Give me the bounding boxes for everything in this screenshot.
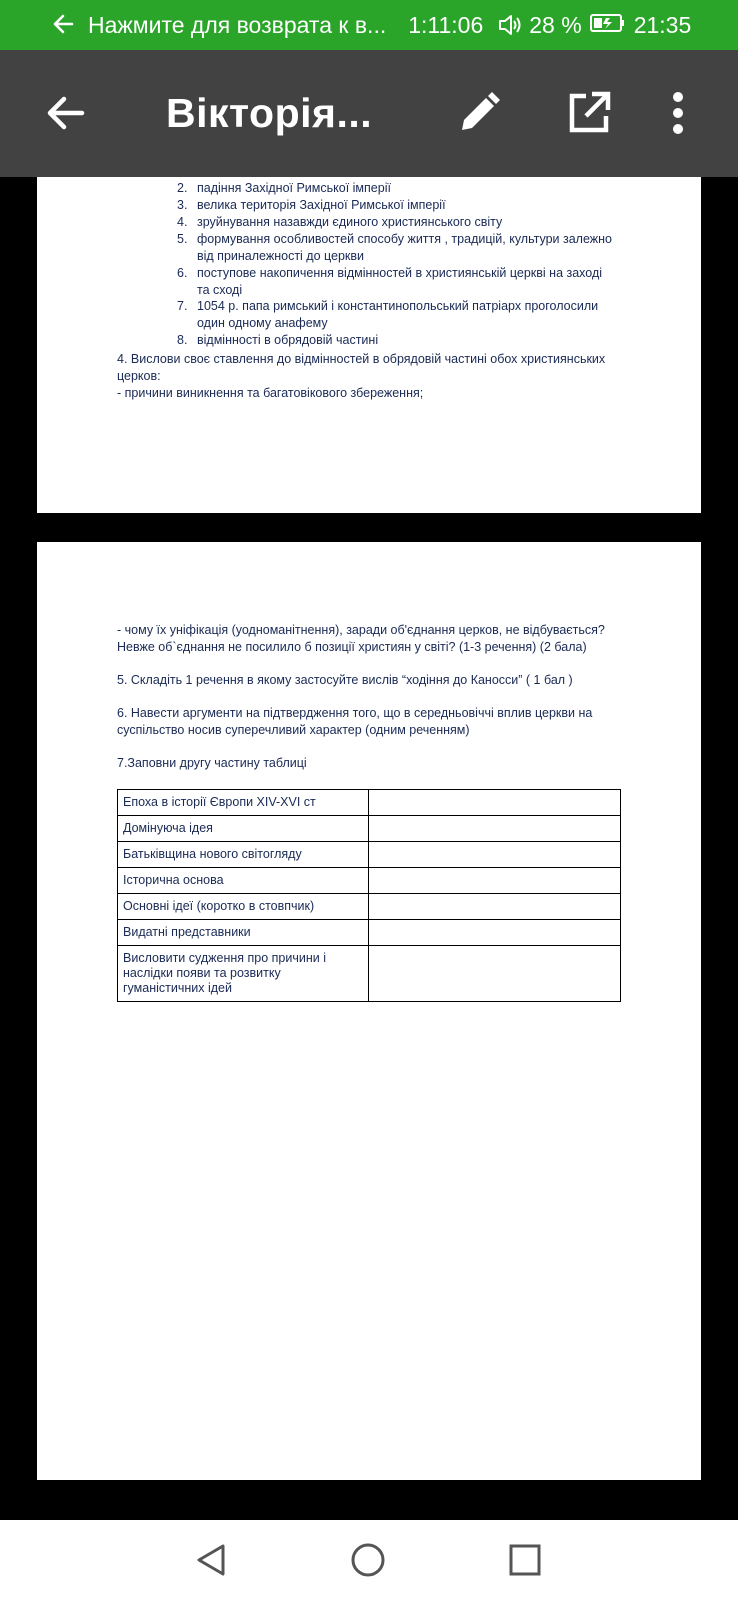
table-row bbox=[118, 842, 621, 868]
return-to-call-text[interactable]: Нажмите для возврата к в... bbox=[88, 11, 387, 38]
speaker-icon bbox=[497, 13, 523, 37]
table-cell-answer[interactable] bbox=[369, 842, 621, 868]
table-cell-answer[interactable] bbox=[369, 790, 621, 816]
question-5: 5. Складіть 1 речення в якому застосуйте вислів “ходіння до Каносси” ( 1 бал ) bbox=[117, 673, 573, 687]
table-cell-answer[interactable] bbox=[369, 816, 621, 842]
app-bar bbox=[0, 50, 738, 177]
pencil-icon[interactable] bbox=[456, 90, 502, 141]
question-4-continued: - чому їх уніфікація (уодноманітнення), заради об'єднання церков, не відбувається? Невже об`єднання не посилило б позиції християн у світі? (1-3 речення) (2 бала) bbox=[117, 623, 605, 654]
call-timer: 1:11:06 bbox=[408, 11, 484, 38]
table-row bbox=[118, 920, 621, 946]
table-cell-answer[interactable] bbox=[369, 946, 621, 1002]
question-6: 6. Навести аргументи на підтвердження того, що в середньовіччі вплив церкви на суспільство носив суперечливий характер (одним реченням) bbox=[117, 706, 593, 737]
status-bar bbox=[0, 0, 738, 50]
table-row bbox=[118, 790, 621, 816]
open-external-icon[interactable] bbox=[566, 90, 612, 141]
table-row bbox=[118, 894, 621, 920]
table-cell-label: Домінуюча ідея bbox=[118, 816, 369, 842]
battery-charging-icon bbox=[590, 12, 626, 39]
recents-square-icon[interactable] bbox=[508, 1542, 542, 1583]
table-cell-label: Видатні представники bbox=[118, 920, 369, 946]
table-row bbox=[118, 868, 621, 894]
table-cell-label: Основні ідеї (коротко в стовпчик) bbox=[118, 894, 369, 920]
back-triangle-icon[interactable] bbox=[194, 1542, 228, 1583]
document-page-1: 2. падіння Західної Римської імперії 3. велика територія Західної Римської імперії 4. зруйнування назавжди єдиного християнського світу 5. формування особливостей способу життя , традицій, культури залежно від приналежності до церкви 6. поступове накопичення відмінностей в християнській церкві на заході та сході 7. 1054 р. папа римський і константинопольський патріарх проголосили один одному анафему 8. відмінності в обрядовій частині 4. Вислови своє ставлення до відмінностей в обрядовій частині обох християнських церков: - причини виникнення та багатовікового збереження; bbox=[37, 177, 701, 513]
table-cell-answer[interactable] bbox=[369, 894, 621, 920]
table-cell-label: Епоха в історії Європи XIV-XVI ст bbox=[118, 790, 369, 816]
table-cell-label: Висловити судження про причини і наслідки появи та розвитку гуманістичних ідей bbox=[118, 946, 369, 1002]
table-cell-answer[interactable] bbox=[369, 868, 621, 894]
battery-percent: 28 % bbox=[529, 11, 582, 38]
renaissance-table bbox=[117, 789, 621, 1002]
page-title: Вікторія... bbox=[166, 90, 373, 136]
table-cell-answer[interactable] bbox=[369, 920, 621, 946]
clock: 21:35 bbox=[633, 11, 692, 38]
question-4: 4. Вислови своє ставлення до відмінностей в обрядовій частині обох християнських церков: bbox=[117, 352, 606, 383]
question-4-sub: - причини виникнення та багатовікового збереження; bbox=[117, 386, 424, 400]
navigation-bar bbox=[0, 1520, 738, 1599]
table-row bbox=[118, 816, 621, 842]
table-cell-label: Батьківщина нового світогляду bbox=[118, 842, 369, 868]
question-7: 7.Заповни другу частину таблиці bbox=[117, 756, 307, 770]
more-vert-icon[interactable] bbox=[670, 90, 686, 141]
document-page-2 bbox=[37, 542, 701, 1480]
table-row bbox=[118, 946, 621, 1002]
return-call-arrow-icon[interactable] bbox=[52, 9, 74, 45]
table-cell-label: Історична основа bbox=[118, 868, 369, 894]
cut-off-line bbox=[177, 177, 617, 179]
back-arrow-icon[interactable] bbox=[42, 90, 88, 141]
home-circle-icon[interactable] bbox=[350, 1542, 386, 1583]
